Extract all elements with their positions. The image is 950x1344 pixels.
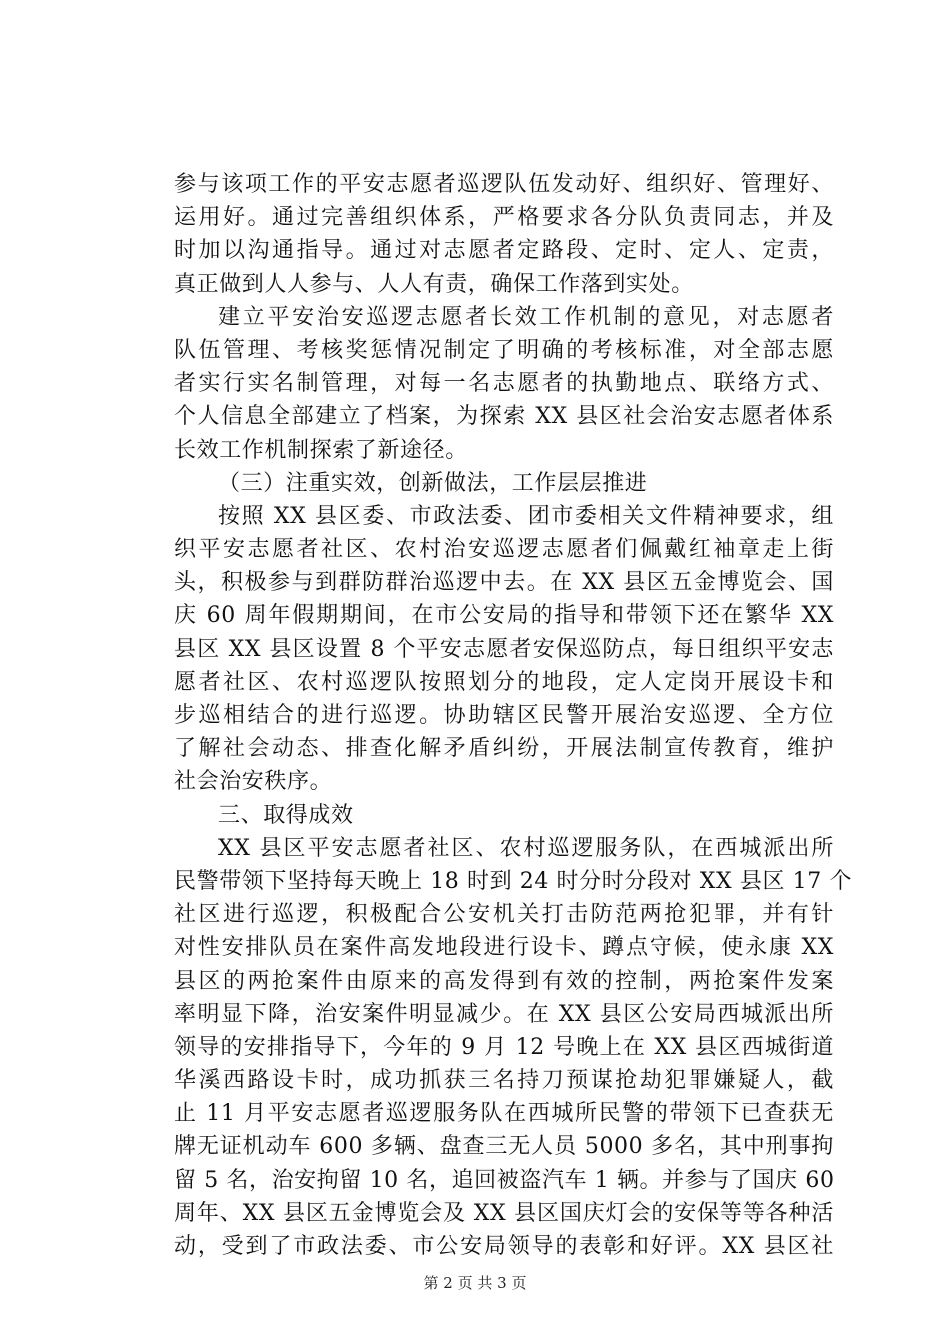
text-line: 社会治安秩序。 (174, 769, 333, 795)
text-line: XX 县区平安志愿者社区、农村巡逻服务队，在西城派出所 (218, 835, 834, 861)
text-line: 牌无证机动车 600 多辆、盘查三无人员 5000 多名，其中刑事拘 (174, 1134, 834, 1160)
text-line: 真正做到人人参与、人人有责，确保工作落到实处。 (174, 271, 694, 297)
text-line: 周年、XX 县区五金博览会及 XX 县区国庆灯会的安保等等各种活 (174, 1200, 834, 1226)
text-line: 队伍管理、考核奖惩情况制定了明确的考核标准，对全部志愿 (174, 337, 834, 363)
text-line: 个人信息全部建立了档案，为探索 XX 县区社会治安志愿者体系 (174, 404, 834, 430)
text-line: 县区的两抢案件由原来的高发得到有效的控制，两抢案件发案 (174, 968, 834, 994)
text-line: 县区 XX 县区设置 8 个平安志愿者安保巡防点，每日组织平安志 (174, 636, 834, 662)
text-line: 参与该项工作的平安志愿者巡逻队伍发动好、组织好、管理好、 (174, 172, 834, 197)
text-line: 者实行实名制管理，对每一名志愿者的执勤地点、联络方式、 (174, 371, 834, 397)
text-line: 织平安志愿者社区、农村治安巡逻志愿者们佩戴红袖章走上街 (174, 537, 834, 563)
text-line: 社区进行巡逻，积极配合公安机关打击防范两抢犯罪，并有针 (174, 902, 834, 928)
text-line: 了解社会动态、排查化解矛盾纠纷，开展法制宣传教育，维护 (174, 736, 834, 762)
text-line: 动，受到了市政法委、市公安局领导的表彰和好评。XX 县区社 (174, 1234, 834, 1259)
text-line: 头，积极参与到群防群治巡逻中去。在 XX 县区五金博览会、国 (174, 570, 834, 596)
text-line: （三）注重实效，创新做法，工作层层推进 (218, 470, 648, 496)
text-line: 领导的安排指导下，今年的 9 月 12 号晚上在 XX 县区西城街道 (174, 1034, 834, 1060)
text-line: 按照 XX 县区委、市政法委、团市委相关文件精神要求，组 (218, 503, 834, 529)
text-line: 建立平安治安巡逻志愿者长效工作机制的意见，对志愿者 (218, 304, 834, 330)
text-line: 步巡相结合的进行巡逻。协助辖区民警开展治安巡逻、全方位 (174, 703, 834, 728)
text-line: 率明显下降，治安案件明显减少。在 XX 县区公安局西城派出所 (174, 1001, 834, 1027)
text-line: 对性安排队员在案件高发地段进行设卡、蹲点守候，使永康 XX (174, 935, 834, 961)
text-line: 长效工作机制探索了新途径。 (174, 437, 468, 463)
text-line: 时加以沟通指导。通过对志愿者定路段、定时、定人、定责， (174, 238, 834, 264)
text-line: 三、取得成效 (218, 802, 354, 828)
text-line: 运用好。通过完善组织体系，严格要求各分队负责同志，并及 (174, 205, 834, 231)
text-line: 愿者社区、农村巡逻队按照划分的地段，定人定岗开展设卡和 (174, 669, 834, 695)
page-footer: 第 2 页 共 3 页 (423, 1274, 527, 1292)
text-line: 庆 60 周年假期期间，在市公安局的指导和带领下还在繁华 XX (174, 603, 834, 629)
text-line: 民警带领下坚持每天晚上 18 时到 24 时分时分段对 XX 县区 17 个 (174, 868, 853, 894)
document-body (174, 168, 853, 1263)
text-line: 留 5 名，治安拘留 10 名，追回被盗汽车 1 辆。并参与了国庆 60 (174, 1167, 835, 1193)
text-line: 华溪西路设卡时，成功抓获三名持刀预谋抢劫犯罪嫌疑人，截 (174, 1068, 834, 1094)
text-line: 止 11 月平安志愿者巡逻服务队在西城所民警的带领下已查获无 (174, 1101, 834, 1127)
